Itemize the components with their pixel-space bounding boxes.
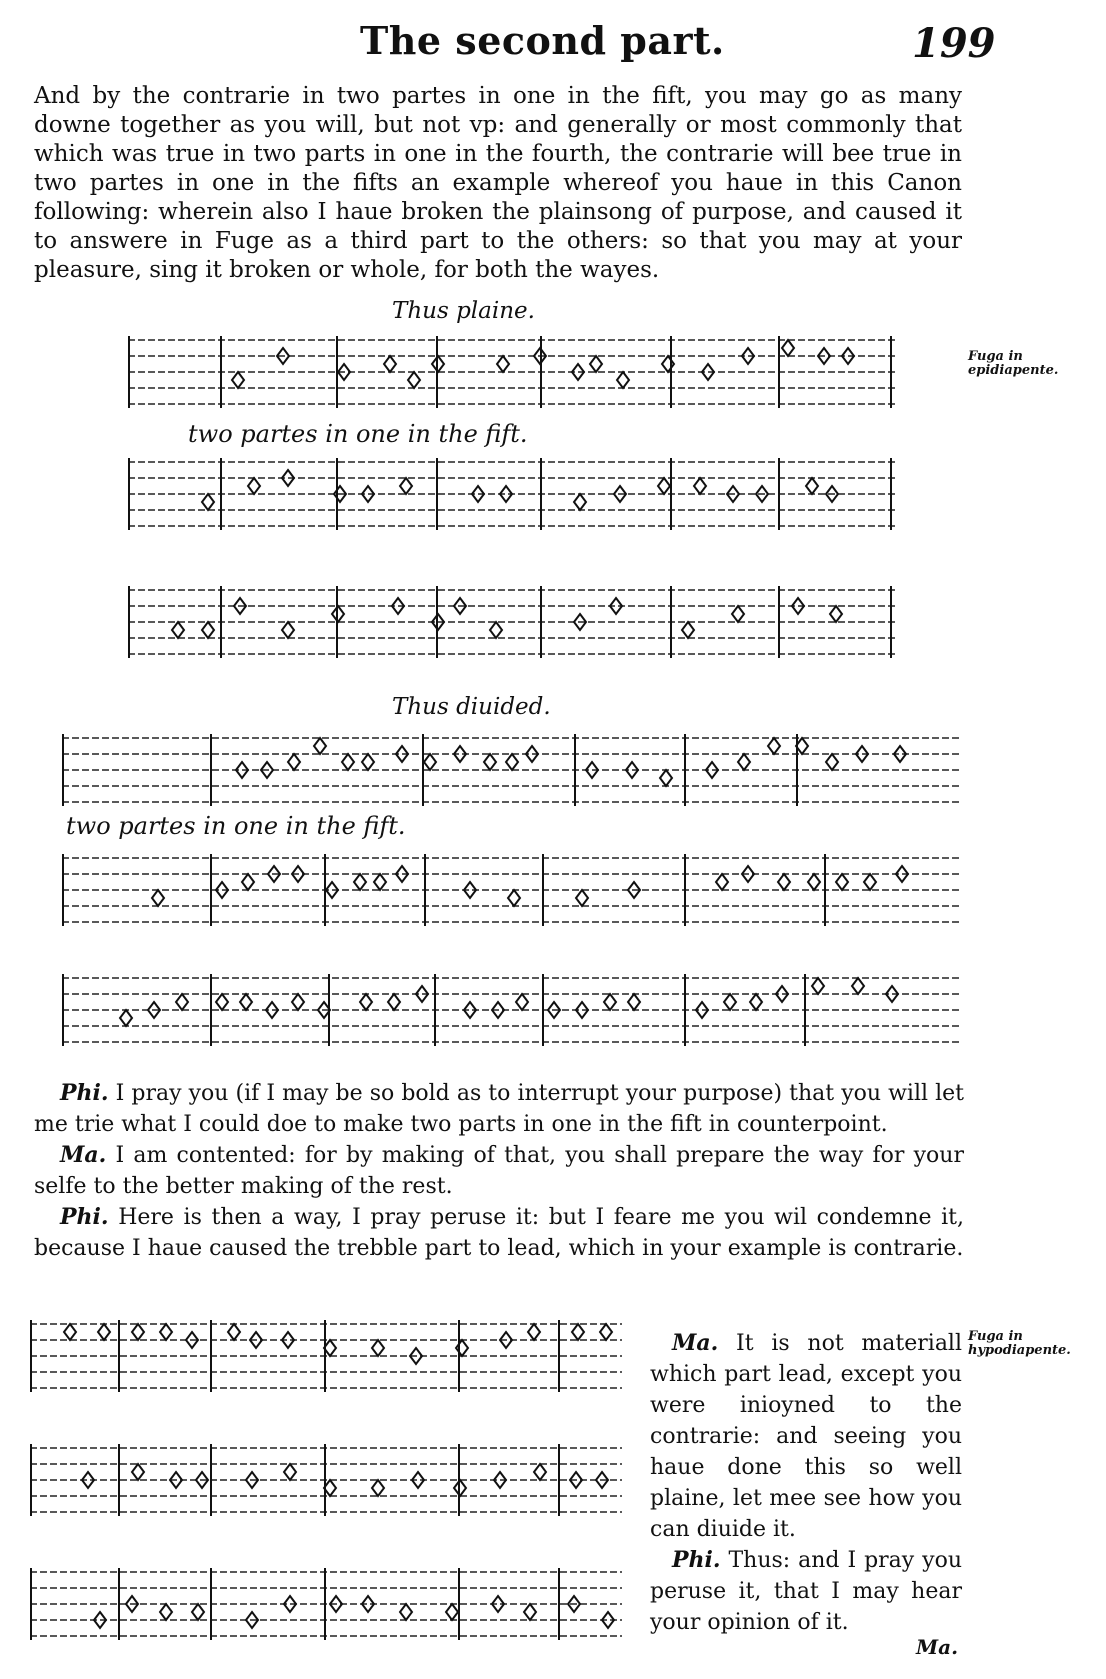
note-head bbox=[864, 874, 876, 890]
plain-subcaption: two partes in one in the fift. bbox=[188, 420, 528, 448]
note-head bbox=[778, 874, 790, 890]
note-head bbox=[574, 494, 586, 510]
dialogue-text: I am contented: for by making of that, you shall prepare the way for your selfe to the better making of the rest. bbox=[34, 1143, 964, 1199]
music-staff bbox=[62, 846, 962, 940]
dialogue-line bbox=[34, 1078, 964, 1140]
note-head bbox=[694, 478, 706, 494]
note-head bbox=[228, 1324, 240, 1340]
note-head bbox=[314, 738, 326, 754]
note-head bbox=[202, 622, 214, 638]
note-head bbox=[388, 994, 400, 1010]
speaker-label: Phi. bbox=[60, 1204, 109, 1230]
note-head bbox=[202, 494, 214, 510]
note-head bbox=[508, 890, 520, 906]
note-head bbox=[660, 770, 672, 786]
note-head bbox=[176, 994, 188, 1010]
note-head bbox=[572, 1324, 584, 1340]
note-head bbox=[248, 478, 260, 494]
speaker-label: Phi. bbox=[672, 1547, 721, 1573]
note-head bbox=[152, 890, 164, 906]
margin-note-epidiapente: Fuga in epidiapente. bbox=[968, 349, 1059, 378]
note-head bbox=[628, 994, 640, 1010]
note-head bbox=[160, 1604, 172, 1620]
note-head bbox=[490, 622, 502, 638]
note-head bbox=[600, 1324, 612, 1340]
note-head bbox=[284, 1464, 296, 1480]
note-head bbox=[812, 978, 824, 994]
note-head bbox=[750, 994, 762, 1010]
dialogue-block bbox=[34, 1078, 964, 1264]
note-head bbox=[830, 606, 842, 622]
note-head bbox=[484, 754, 496, 770]
note-head bbox=[446, 1604, 458, 1620]
note-head bbox=[64, 1324, 76, 1340]
note-head bbox=[662, 356, 674, 372]
dialogue-text: I pray you (if I may be so bold as to interrupt your purpose) that you will let me trie what I could doe to make two parts in one in the fift in counterpoint. bbox=[34, 1081, 965, 1137]
note-head bbox=[528, 1324, 540, 1340]
note-head bbox=[342, 754, 354, 770]
note-head bbox=[836, 874, 848, 890]
note-head bbox=[682, 622, 694, 638]
note-head bbox=[506, 754, 518, 770]
note-head bbox=[716, 874, 728, 890]
note-head bbox=[738, 754, 750, 770]
note-head bbox=[852, 978, 864, 994]
music-staff bbox=[62, 966, 962, 1060]
note-head bbox=[372, 1480, 384, 1496]
note-head bbox=[360, 994, 372, 1010]
divided-caption: Thus diuided. bbox=[392, 694, 551, 720]
note-head bbox=[524, 1604, 536, 1620]
dialogue-line bbox=[650, 1545, 962, 1638]
note-head bbox=[160, 1324, 172, 1340]
note-head bbox=[354, 874, 366, 890]
note-head bbox=[172, 622, 184, 638]
note-head bbox=[98, 1324, 110, 1340]
speaker-label: Ma. bbox=[672, 1330, 719, 1356]
note-head bbox=[658, 478, 670, 494]
note-head bbox=[590, 356, 602, 372]
music-staff bbox=[62, 726, 962, 820]
dialogue-line bbox=[34, 1140, 964, 1202]
note-head bbox=[132, 1464, 144, 1480]
music-staff bbox=[128, 450, 898, 544]
note-head bbox=[232, 372, 244, 388]
note-head bbox=[288, 754, 300, 770]
note-head bbox=[400, 478, 412, 494]
speaker-label: Ma. bbox=[60, 1142, 107, 1168]
note-head bbox=[617, 372, 629, 388]
note-head bbox=[242, 874, 254, 890]
note-head bbox=[374, 874, 386, 890]
intro-paragraph: And by the contrarie in two partes in one in the fift, you may go as many downe together as you will, but not vp: and generally or most commonly that which was true in two parts in one in the fourth, the contrarie will bee true in two partes in one in the fifts an example whereof you haue in this Canon following: wherein also I haue broken the plainsong of purpose, and caused it to answere in Fuge as a third part to the others: so that you may at your pleasure, sing it broken or whole, for both the wayes. bbox=[34, 83, 962, 283]
plain-caption: Thus plaine. bbox=[392, 298, 535, 324]
dialogue-text: Thus: and I pray you peruse it, that I may hear your opinion of it. bbox=[650, 1548, 962, 1635]
side-dialogue-block bbox=[650, 1328, 962, 1638]
divided-subcaption: two partes in one in the fift. bbox=[66, 812, 406, 840]
note-head bbox=[400, 1604, 412, 1620]
note-head bbox=[408, 372, 420, 388]
note-head bbox=[782, 340, 794, 356]
music-staff bbox=[128, 578, 898, 672]
note-head bbox=[732, 606, 744, 622]
speaker-label: Phi. bbox=[60, 1080, 109, 1106]
dialogue-line bbox=[650, 1328, 962, 1545]
note-head bbox=[240, 994, 252, 1010]
dialogue-line bbox=[34, 1202, 964, 1264]
note-head bbox=[216, 994, 228, 1010]
music-staff bbox=[128, 328, 898, 422]
note-head bbox=[826, 754, 838, 770]
note-head bbox=[576, 890, 588, 906]
note-head bbox=[292, 994, 304, 1010]
note-head bbox=[768, 738, 780, 754]
dialogue-text: Here is then a way, I pray peruse it: but I feare me you wil condemne it, because I haue caused the trebble part to lead, which in your example is contrarie. bbox=[34, 1205, 964, 1261]
music-staff bbox=[30, 1312, 622, 1406]
note-head bbox=[516, 994, 528, 1010]
note-head bbox=[424, 754, 436, 770]
note-head bbox=[362, 754, 374, 770]
note-head bbox=[534, 1464, 546, 1480]
music-staff bbox=[30, 1436, 622, 1530]
note-head bbox=[132, 1324, 144, 1340]
running-head: The second part. bbox=[360, 18, 725, 63]
note-head bbox=[372, 1340, 384, 1356]
catchword: Ma. bbox=[916, 1635, 959, 1659]
note-head bbox=[456, 1340, 468, 1356]
note-head bbox=[806, 478, 818, 494]
note-head bbox=[120, 1010, 132, 1026]
music-staff bbox=[30, 1560, 622, 1654]
margin-note-hypodiapente: Fuga in hypodiapente. bbox=[968, 1329, 1071, 1358]
note-head bbox=[384, 356, 396, 372]
note-head bbox=[724, 994, 736, 1010]
note-head bbox=[192, 1604, 204, 1620]
note-head bbox=[282, 622, 294, 638]
note-head bbox=[808, 874, 820, 890]
note-head bbox=[497, 356, 509, 372]
note-head bbox=[604, 994, 616, 1010]
dialogue-text: It is not materiall which part lead, except you were inioyned to the contrarie: and seeing you haue done this so well plaine, let mee see how you can diuide it. bbox=[650, 1331, 963, 1542]
page-number: 199 bbox=[912, 20, 996, 67]
